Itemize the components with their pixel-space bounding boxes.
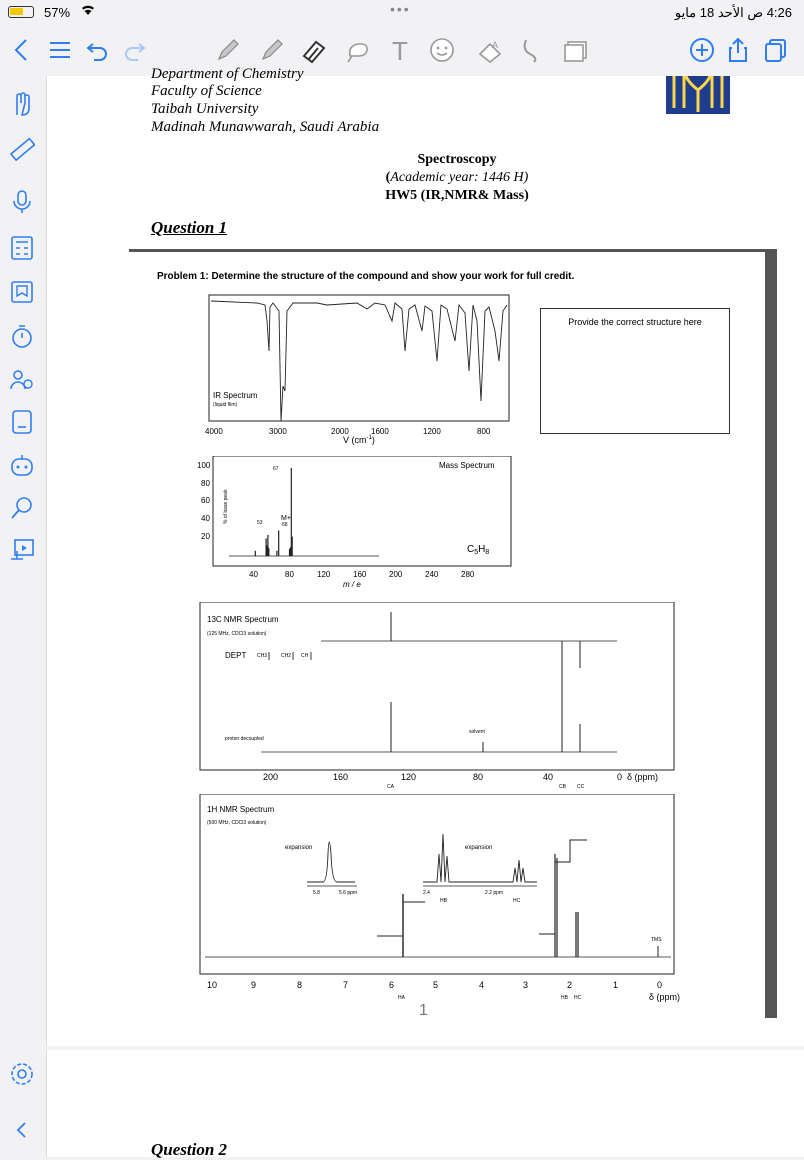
- ms-xtick-240: 240: [425, 570, 439, 579]
- search-icon[interactable]: [6, 492, 38, 524]
- ms-xtick-120: 120: [317, 570, 331, 579]
- question-2-heading: Question 2: [151, 1140, 228, 1159]
- image-icon[interactable]: [560, 34, 592, 66]
- h1-tick-1: 1: [613, 980, 619, 990]
- h1-tick-9: 9: [251, 980, 257, 990]
- header-city: Madinah Munawwarah, Saudi Arabia: [151, 119, 380, 135]
- c13-tick-200: 200: [263, 772, 279, 782]
- c13-nmr-spectrum: [197, 602, 687, 792]
- c13-tick-80: 80: [473, 772, 484, 782]
- h1-exp2-tick-22: 2.2 ppm: [485, 890, 504, 896]
- h1-tick-7: 7: [343, 980, 349, 990]
- h1-expansion-2: expansion: [465, 845, 493, 851]
- h1-subtitle: (500 MHz, CDCl3 solution): [207, 820, 267, 826]
- hand-icon[interactable]: [6, 88, 38, 120]
- doc-title: Spectroscopy: [417, 152, 497, 167]
- translate-icon[interactable]: [474, 34, 506, 66]
- ms-peak-label-mplus: M+: [281, 515, 291, 522]
- ms-ytick-20: 20: [201, 532, 210, 541]
- c13-unit: δ (ppm): [627, 772, 659, 782]
- text-icon[interactable]: [386, 34, 418, 66]
- h1-tick-10: 10: [207, 980, 218, 990]
- c13-tick-0: 0: [617, 772, 623, 782]
- settings-icon[interactable]: [6, 1058, 38, 1090]
- timer-icon[interactable]: [6, 320, 38, 352]
- ir-spectrum: [197, 291, 527, 451]
- c13-dept-ch2: CH2: [281, 653, 292, 659]
- ir-tick-3000: 3000: [269, 427, 287, 436]
- presentation-icon[interactable]: [6, 534, 38, 566]
- h1-tick-0: 0: [657, 980, 663, 990]
- redo-icon[interactable]: [118, 34, 150, 66]
- c13-title: 13C NMR Spectrum: [207, 615, 279, 624]
- mass-spectrum: [193, 456, 533, 596]
- c13-dept-ch: CH: [301, 653, 309, 659]
- h1-unit: δ (ppm): [649, 992, 681, 1002]
- h1-label-hc: HC: [574, 995, 582, 1001]
- list-icon[interactable]: [44, 34, 76, 66]
- h1-exp2-tick-24: 2.4: [423, 890, 430, 896]
- h1-tick-6: 6: [389, 980, 395, 990]
- h1-nmr-spectrum: [197, 794, 687, 1006]
- clock: 4:26 ص الأحد 18 مايو: [674, 5, 792, 20]
- answer-box[interactable]: [540, 308, 730, 434]
- academic-year: (Academic year: 1446 H): [385, 170, 529, 185]
- ms-peak-label-67: 67: [273, 466, 279, 472]
- header-department: Department of Chemistry: [151, 66, 304, 82]
- c13-tick-40: 40: [543, 772, 554, 782]
- document-page-2[interactable]: [46, 1050, 804, 1157]
- h1-tick-2: 2: [567, 980, 573, 990]
- ms-ytick-60: 60: [201, 496, 210, 505]
- svg-text:T: T: [392, 36, 408, 64]
- ms-peak-label-53: 53: [257, 520, 263, 526]
- c13-proton-decoupled: proton decoupled: [225, 736, 264, 742]
- document-page[interactable]: [46, 66, 804, 1046]
- ms-xtick-200: 200: [389, 570, 403, 579]
- battery-icon: [8, 6, 34, 18]
- highlighter-icon[interactable]: [298, 34, 330, 66]
- ms-formula: $C_5H_8$: [467, 544, 490, 556]
- microphone-icon[interactable]: [6, 186, 38, 218]
- h1-tick-4: 4: [479, 980, 485, 990]
- undo-icon[interactable]: [82, 34, 114, 66]
- homework-title: HW5 (IR,NMR& Mass): [385, 188, 529, 203]
- ir-tick-1600: 1600: [371, 427, 389, 436]
- c13-dept-label: DEPT: [225, 651, 247, 660]
- h1-tms: TMS: [651, 937, 662, 943]
- ir-tick-800: 800: [477, 427, 491, 436]
- calculator-icon[interactable]: [6, 232, 38, 264]
- ir-xlabel: V $(cm^{-1})$: [343, 435, 375, 445]
- h1-expansion-1: expansion: [285, 845, 313, 851]
- ruler-icon[interactable]: [6, 134, 38, 166]
- problem-statement: Problem 1: Determine the structure of the compound and show your work for full credit.: [157, 271, 575, 282]
- pen-icon[interactable]: [256, 34, 288, 66]
- ir-subtitle: (liquid film): [213, 402, 238, 408]
- question-1-heading: Question 1: [151, 218, 228, 237]
- document-icon[interactable]: [6, 406, 38, 438]
- back-icon[interactable]: [6, 34, 38, 66]
- h1-exp1-tick-56: 5.6 ppm: [339, 890, 358, 896]
- c13-dept-ch3: CH3: [257, 653, 268, 659]
- ms-xtick-280: 280: [461, 570, 475, 579]
- h1-exp-label-hc: HC: [513, 898, 521, 904]
- h1-tick-5: 5: [433, 980, 439, 990]
- bookmark-icon[interactable]: [6, 276, 38, 308]
- ms-xtick-40: 40: [249, 570, 258, 579]
- c13-subtitle: (125 MHz, CDCl3 solution): [207, 631, 267, 637]
- multitasking-dots-icon[interactable]: •••: [390, 1, 411, 17]
- ir-title: IR Spectrum: [213, 391, 258, 400]
- ms-ytick-100: 100: [197, 461, 211, 470]
- answer-box-label: Provide the correct structure here: [568, 317, 702, 327]
- h1-label-hb: HB: [561, 995, 568, 1001]
- ir-tick-1200: 1200: [423, 427, 441, 436]
- toolbar: [0, 26, 804, 76]
- ir-tick-2000: 2000: [331, 427, 349, 436]
- eraser-icon[interactable]: [342, 34, 374, 66]
- h1-exp1-tick-58: 5.8: [313, 890, 320, 896]
- pencil-icon[interactable]: [212, 34, 244, 66]
- c13-tick-160: 160: [333, 772, 349, 782]
- c13-tick-120: 120: [401, 772, 417, 782]
- ms-ylabel: % of base peak: [223, 489, 229, 524]
- shapes-icon[interactable]: [516, 34, 548, 66]
- status-bar: [0, 0, 804, 26]
- header-university: Taibah University: [151, 101, 259, 117]
- ms-ytick-40: 40: [201, 514, 210, 523]
- c13-label-cc: CC: [577, 784, 585, 790]
- c13-solvent: solvent: [469, 729, 485, 735]
- h1-tick-8: 8: [297, 980, 303, 990]
- sticker-icon[interactable]: [426, 34, 458, 66]
- sidebar: [0, 76, 44, 1157]
- ms-title: Mass Spectrum: [439, 461, 495, 470]
- ms-xtick-80: 80: [285, 570, 294, 579]
- svg-text:A: A: [492, 40, 499, 50]
- h1-tick-3: 3: [523, 980, 529, 990]
- pages-icon[interactable]: [760, 34, 792, 66]
- h1-label-ha: HA: [398, 995, 405, 1001]
- people-icon[interactable]: [6, 364, 38, 396]
- share-icon[interactable]: [722, 34, 754, 66]
- add-page-icon[interactable]: [686, 34, 718, 66]
- ms-peak-label-68: 68: [282, 522, 288, 528]
- ms-xlabel: m / e: [343, 580, 361, 589]
- page-number: 1: [419, 1002, 428, 1019]
- header-faculty: Faculty of Science: [151, 83, 262, 99]
- battery-percent: 57%: [44, 5, 71, 20]
- ms-ytick-80: 80: [201, 479, 210, 488]
- robot-icon[interactable]: [6, 450, 38, 482]
- collapse-icon[interactable]: [6, 1114, 38, 1146]
- c13-label-ca: CA: [387, 784, 394, 790]
- ms-xtick-160: 160: [353, 570, 367, 579]
- c13-label-cb: CB: [559, 784, 566, 790]
- h1-title: 1H NMR Spectrum: [207, 805, 275, 814]
- ir-tick-4000: 4000: [205, 427, 223, 436]
- wifi-icon: [80, 3, 96, 20]
- university-logo: [664, 76, 732, 116]
- h1-exp-label-hb: HB: [440, 898, 447, 904]
